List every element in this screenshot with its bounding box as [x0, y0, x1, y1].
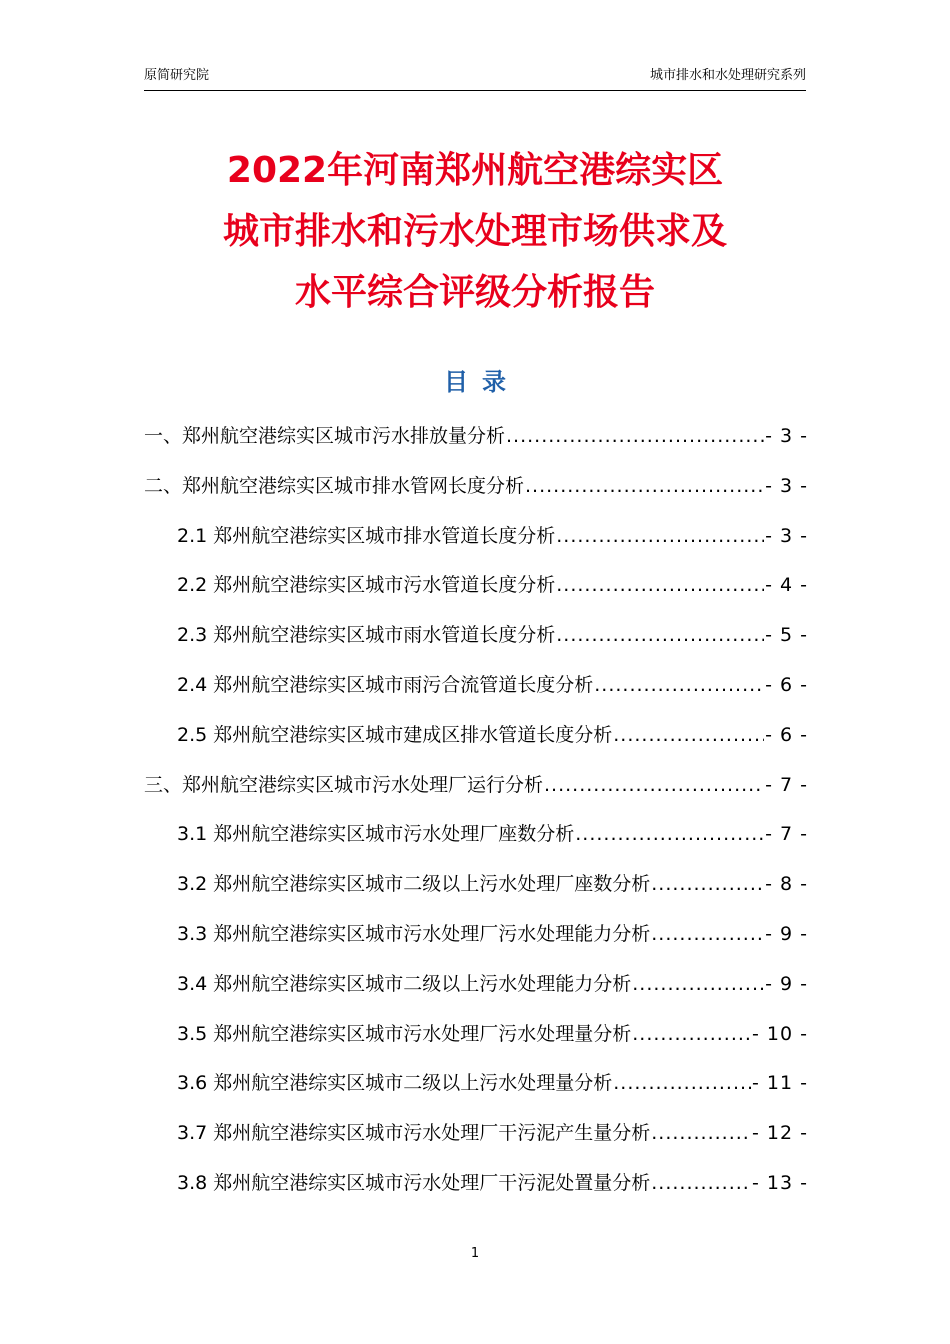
toc-subentry[interactable]: [144, 1159, 808, 1209]
toc-entry-label: 2.2 郑州航空港综实区城市污水管道长度分析: [177, 574, 556, 597]
toc-subentry[interactable]: [144, 810, 808, 860]
toc-leader-dots: [544, 761, 764, 811]
title-line-1: 2022年河南郑州航空港综实区: [226, 150, 724, 191]
toc-entry-label: 2.3 郑州航空港综实区城市雨水管道长度分析: [177, 624, 556, 647]
toc-entry-page: - 10 -: [752, 1022, 808, 1045]
toc-entry-page: - 11 -: [752, 1072, 808, 1095]
toc-entry-label: 2.1 郑州航空港综实区城市排水管道长度分析: [177, 524, 556, 547]
title-line-2: 城市排水和污水处理市场供求及: [222, 211, 727, 252]
toc-subentry[interactable]: [144, 711, 808, 761]
toc-entry-page: - 7 -: [765, 823, 808, 846]
toc-subentry[interactable]: [144, 611, 808, 661]
toc-entry-label: 3.3 郑州航空港综实区城市污水处理厂污水处理能力分析: [177, 922, 651, 945]
toc-entry-label: 三、郑州航空港综实区城市污水处理厂运行分析: [144, 773, 544, 796]
toc-entry-label: 3.7 郑州航空港综实区城市污水处理厂干污泥产生量分析: [177, 1122, 651, 1145]
toc-leader-dots: [651, 910, 764, 960]
toc-leader-dots: [506, 412, 764, 462]
toc-leader-dots: [651, 1159, 751, 1209]
toc-leader-dots: [525, 462, 764, 512]
toc-leader-dots: [632, 1010, 751, 1060]
toc-entry-page: - 8 -: [765, 873, 808, 896]
toc-subentry[interactable]: [144, 910, 808, 960]
toc-subentry[interactable]: [144, 1109, 808, 1159]
page-header: [144, 64, 806, 91]
toc-subentry[interactable]: [144, 860, 808, 910]
toc-entry-label: 3.8 郑州航空港综实区城市污水处理厂干污泥处置量分析: [177, 1171, 651, 1194]
toc-entry-page: - 9 -: [765, 922, 808, 945]
toc-entry[interactable]: [144, 761, 808, 811]
toc-leader-dots: [556, 561, 764, 611]
toc-entry-label: 2.4 郑州航空港综实区城市雨污合流管道长度分析: [177, 673, 594, 696]
toc-entry-page: - 3 -: [765, 425, 808, 447]
toc-entry-label: 3.5 郑州航空港综实区城市污水处理厂污水处理量分析: [177, 1022, 632, 1045]
toc-entry-label: 3.1 郑州航空港综实区城市污水处理厂座数分析: [177, 823, 575, 846]
toc-leader-dots: [651, 860, 764, 910]
toc-entry[interactable]: [144, 412, 808, 462]
toc-subentry[interactable]: [144, 1059, 808, 1109]
toc-entry-page: - 3 -: [765, 474, 808, 497]
toc-heading: 目录: [444, 368, 520, 396]
toc-leader-dots: [651, 1109, 751, 1159]
toc-entry-label: 二、郑州航空港综实区城市排水管网长度分析: [144, 474, 525, 497]
toc-subentry[interactable]: [144, 561, 808, 611]
toc-subentry[interactable]: [144, 512, 808, 562]
toc-leader-dots: [613, 1059, 751, 1109]
toc-entry-page: - 4 -: [765, 574, 808, 597]
toc-subentry[interactable]: [144, 661, 808, 711]
toc-subentry[interactable]: [144, 1010, 808, 1060]
page-number: 1: [470, 1246, 480, 1261]
toc-entry[interactable]: [144, 462, 808, 512]
header-series: 城市排水和水处理研究系列: [649, 68, 806, 83]
toc-entry-label: 3.6 郑州航空港综实区城市二级以上污水处理量分析: [177, 1072, 613, 1095]
toc-entry-page: - 13 -: [752, 1171, 808, 1194]
table-of-contents: [144, 412, 808, 1209]
toc-entry-label: 2.5 郑州航空港综实区城市建成区排水管道长度分析: [177, 723, 613, 746]
toc-entry-page: - 12 -: [752, 1122, 808, 1145]
toc-subentry[interactable]: [144, 960, 808, 1010]
toc-entry-page: - 3 -: [765, 524, 808, 547]
toc-entry-label: 3.2 郑州航空港综实区城市二级以上污水处理厂座数分析: [177, 873, 651, 896]
toc-leader-dots: [613, 711, 764, 761]
toc-entry-page: - 6 -: [765, 723, 808, 746]
toc-leader-dots: [575, 810, 764, 860]
toc-leader-dots: [594, 661, 764, 711]
toc-leader-dots: [556, 611, 764, 661]
title-line-3: 水平综合评级分析报告: [294, 272, 655, 313]
toc-entry-label: 3.4 郑州航空港综实区城市二级以上污水处理能力分析: [177, 972, 632, 995]
report-title: [0, 140, 950, 323]
toc-entry-page: - 6 -: [765, 673, 808, 696]
header-publisher: 原简研究院: [144, 68, 210, 83]
toc-leader-dots: [556, 512, 764, 562]
toc-entry-page: - 5 -: [765, 624, 808, 647]
toc-leader-dots: [632, 960, 764, 1010]
toc-entry-label: 一、郑州航空港综实区城市污水排放量分析: [144, 425, 506, 447]
toc-entry-page: - 7 -: [765, 773, 808, 796]
toc-entry-page: - 9 -: [765, 972, 808, 995]
